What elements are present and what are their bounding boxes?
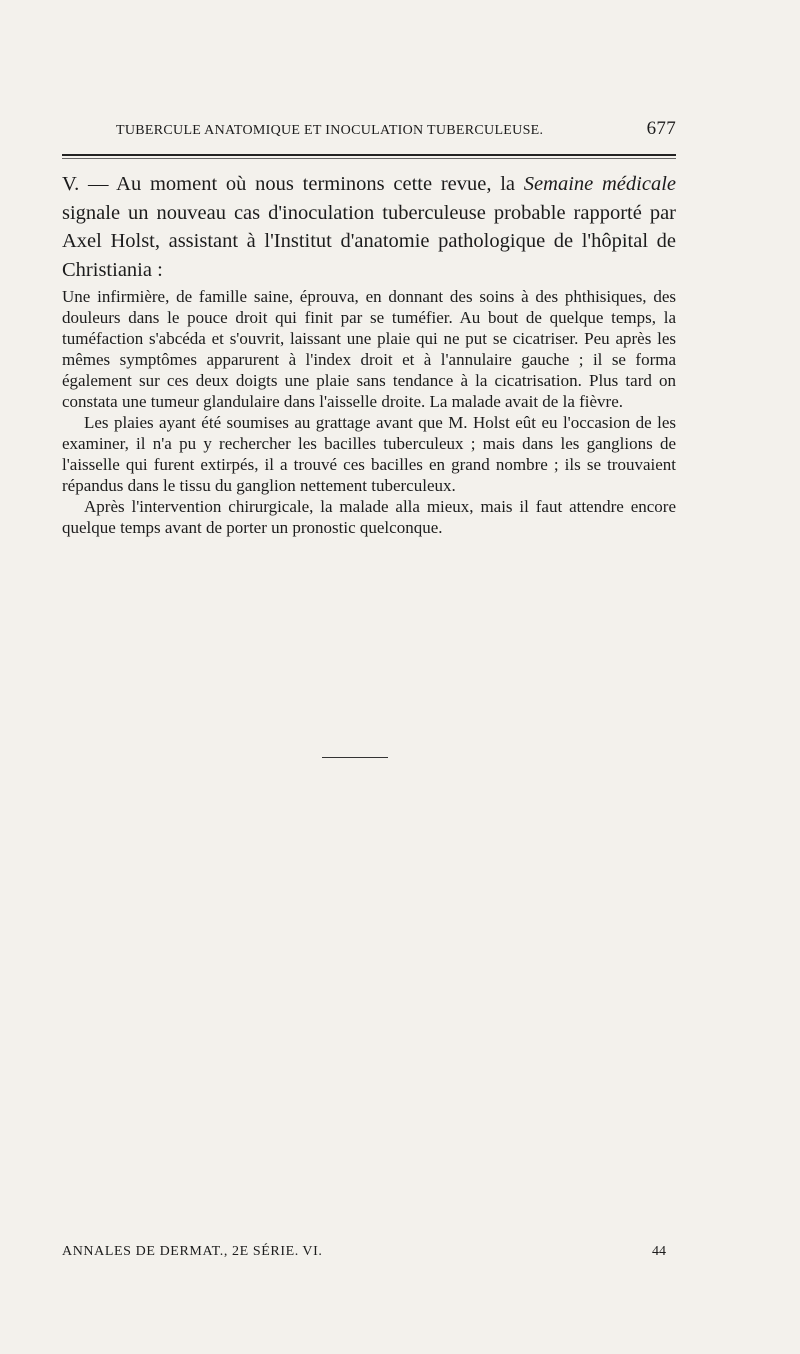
header-rule (62, 154, 676, 156)
paragraph-1: Une infirmière, de famille saine, éprouva, en donnant des soins à des phthisiques, des douleurs dans le pouce droit qui finit par se tuméfier. Au bout de quelque temps, la tuméfaction s'abcéda et s'ouvrit, laissant une plaie qui ne put se cicatriser. Peu après les mêmes symptômes apparurent à l'index droit et à l'annulaire gauche ; il se forma également sur ces deux doigts une plaie sans tendance à la cicatrisation. Plus tard on constata une tumeur glandulaire dans l'aisselle droite. La malade avait de la fièvre. (62, 287, 676, 411)
paragraph-3: Après l'intervention chirurgicale, la malade alla mieux, mais il faut attendre encore quelque temps avant de porter un pronostic quelconque. (62, 497, 676, 537)
signature-mark: 44 (652, 1244, 666, 1259)
running-title: TUBERCULE ANATOMIQUE ET INOCULATION TUBERCULEUSE. (116, 123, 544, 138)
journal-title-italic: Semaine médicale (523, 173, 676, 195)
lead-paragraph (62, 170, 676, 284)
lead-text-end: signale un nouveau cas d'inoculation tuberculeuse probable rapporté par Axel Holst, assistant à l'Institut d'anatomie pathologique de l'hôpital de Christiania : (62, 201, 676, 281)
volume-number: VI. (302, 1244, 323, 1259)
paragraph-2: Les plaies ayant été soumises au grattage avant que M. Holst eût eu l'occasion de les examiner, il n'a pu y rechercher les bacilles tuberculeux ; mais dans les ganglions de l'aisselle qui furent extirpés, il a trouvé ces bacilles en grand nombre ; ils se trouvaient répandus dans le tissu du ganglion nettement tuberculeux. (62, 413, 676, 495)
quoted-report (62, 286, 676, 538)
section-divider (322, 757, 388, 758)
page-footer (62, 1244, 676, 1260)
lead-text-start: V. — Au moment où nous terminons cette revue, la (62, 173, 524, 195)
running-header (62, 118, 676, 140)
journal-name: ANNALES DE DERMAT., 2E SÉRIE. (62, 1244, 299, 1259)
page-number: 677 (646, 118, 676, 139)
